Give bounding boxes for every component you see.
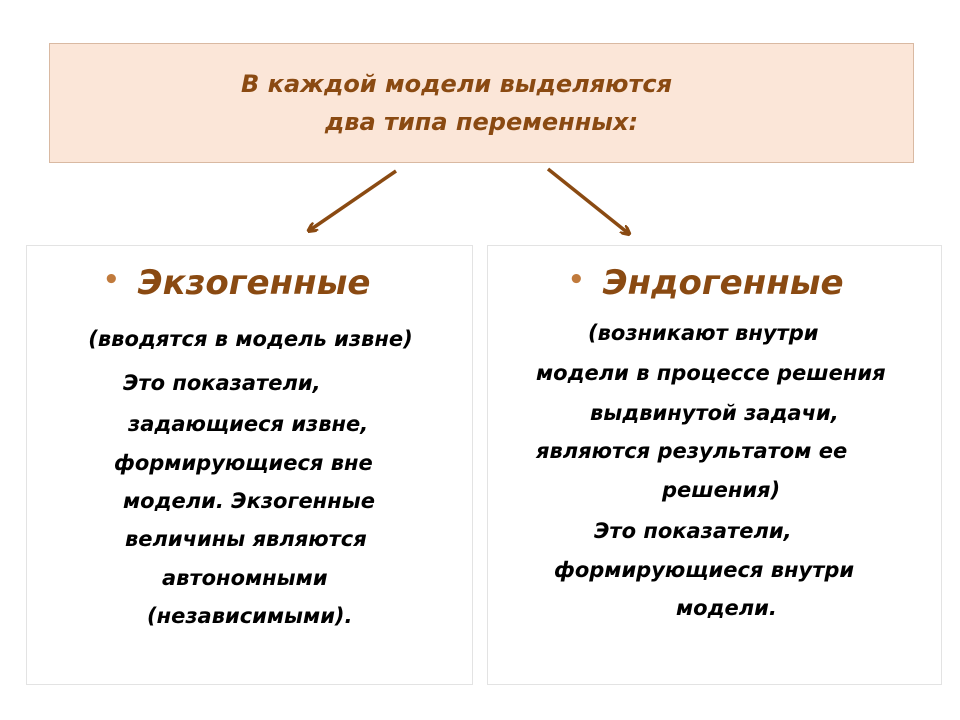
exogenous-desc-line: автономными: [162, 566, 328, 590]
endogenous-note-line: (возникают внутри: [588, 321, 819, 345]
exogenous-desc-line: модели. Экзогенные: [123, 489, 375, 513]
bullet-icon: •: [103, 265, 120, 295]
endogenous-note-line: являются результатом ее: [536, 439, 848, 463]
exogenous-desc-line: задающиеся извне,: [128, 412, 369, 436]
exogenous-desc-line: величины являются: [125, 527, 367, 551]
endogenous-panel: [487, 245, 942, 685]
endogenous-desc-line: модели.: [676, 596, 777, 620]
exogenous-note: (вводятся в модель извне): [88, 327, 413, 351]
exogenous-heading-text: Экзогенные: [137, 263, 371, 303]
title-line-1: В каждой модели выделяются: [241, 70, 672, 98]
title-line-2: два типа переменных:: [324, 108, 639, 136]
endogenous-desc-line: Это показатели,: [594, 519, 792, 543]
endogenous-heading-text: Эндогенные: [602, 263, 844, 303]
exogenous-desc-line: формирующиеся вне: [114, 451, 373, 475]
endogenous-desc-line: формирующиеся внутри: [554, 558, 855, 582]
exogenous-heading: [103, 263, 370, 303]
endogenous-note-line: решения): [662, 478, 781, 502]
arrow-left: [310, 171, 396, 230]
endogenous-note-line: модели в процессе решения: [536, 361, 886, 385]
exogenous-desc-line: Это показатели,: [123, 371, 321, 395]
arrow-right: [548, 169, 628, 233]
endogenous-heading: [568, 263, 844, 303]
bullet-icon: •: [568, 265, 585, 295]
exogenous-desc-line: (независимыми).: [147, 604, 353, 628]
exogenous-panel: [26, 245, 473, 685]
endogenous-note-line: выдвинутой задачи,: [590, 401, 839, 425]
